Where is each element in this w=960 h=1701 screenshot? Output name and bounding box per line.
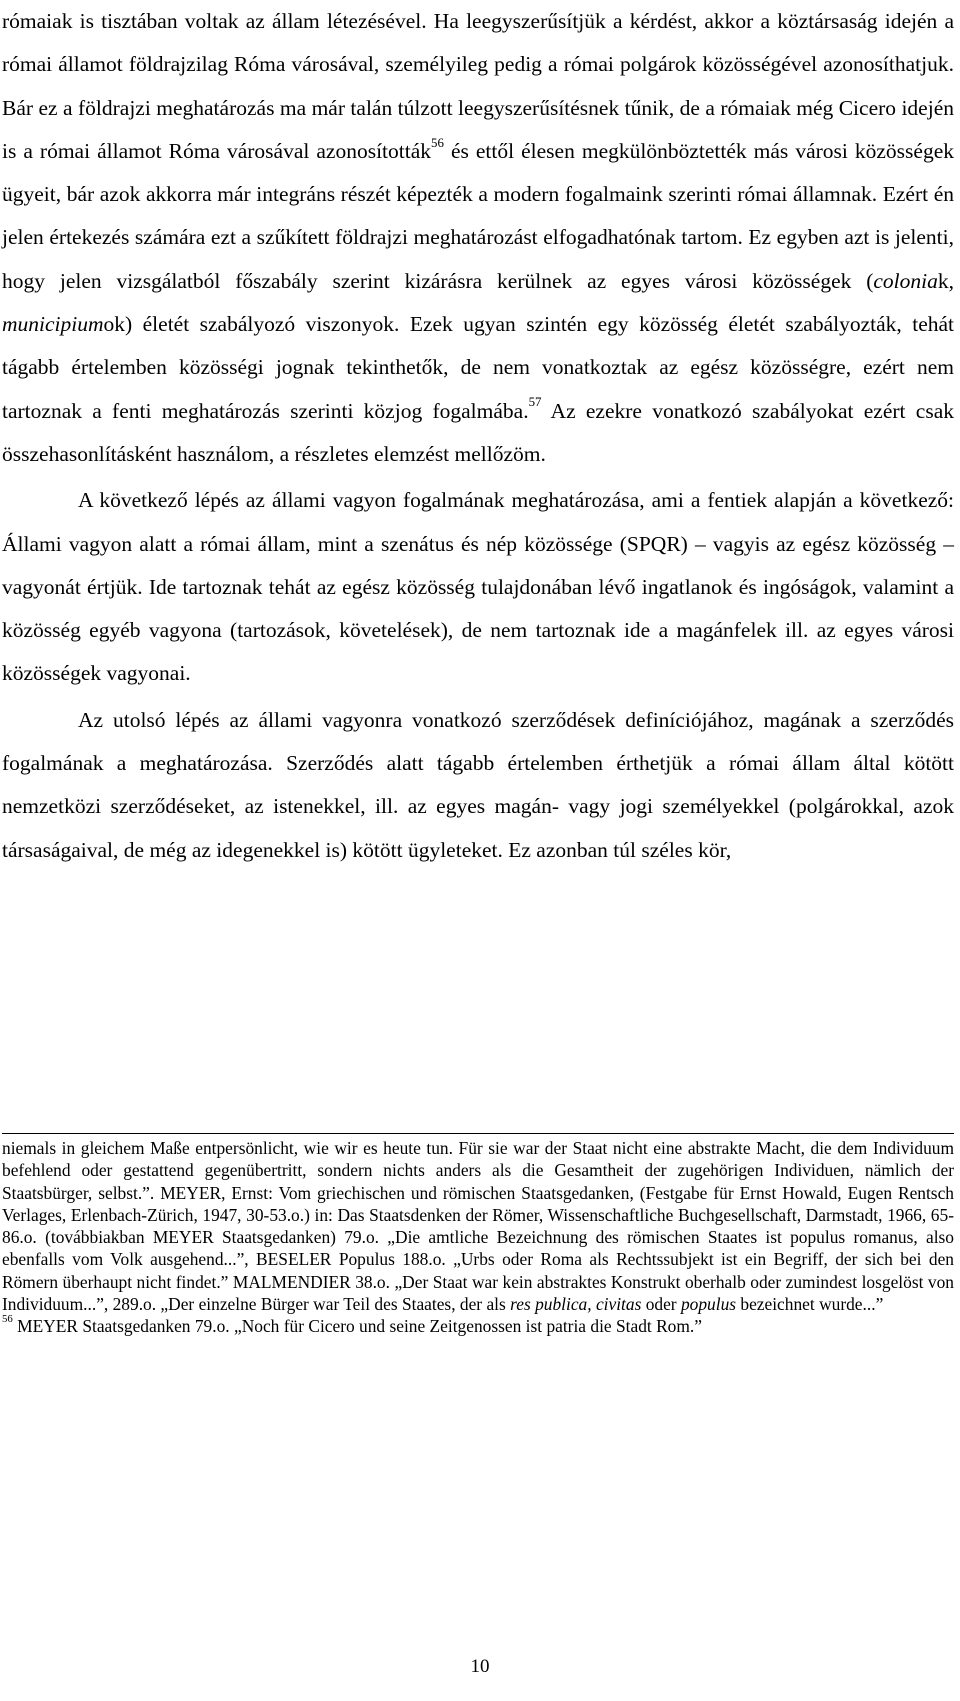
paragraph-1: rómaiak is tisztában voltak az állam létezésével. Ha leegyszerűsítjük a kérdést, akkor a köztársaság idején a római államot földrajzilag Róma városával, személyileg pedig a római polgárok közösségével azonosíthatjuk. Bár ez a földrajzi meghatározás ma már talán túlzott leegyszerűsítésnek tűnik, de a rómaiak még Cicero idején is a római államot Róma városával azonosították$^{56}$ és ettől élesen megkülönböztették más városi közösségek ügyeit, bár azok akkorra már integráns részét képezték a modern fogalmaink szerinti római államnak. Ezért én jelen értekezés számára ezt a szűkített földrajzi meghatározást elfogadhatónak tartom. Ez egyben azt is jelenti, hogy jelen vizsgálatból főszabály szerint kizárásra kerülnek az egyes városi közösségek (coloniak, municipiumok) életét szabályozó viszonyok. Ezek ugyan szintén egy közösség életét szabályozták, tehát tágabb értelemben közösségi jognak tekinthetők, de nem vonatkoztak az egész közösségre, ezért nem tartoznak a fenti meghatározás szerinti közjog fogalmába.$^{57}$ Az ezekre vonatkozó szabályokat ezért csak összehasonlításként használom, a részletes elemzést mellőzöm. (2, 9, 954, 466)
footnote-56-mark: 56 (2, 1312, 13, 1325)
footnote-ref-56[interactable]: 56 (431, 135, 444, 150)
footnote-separator (2, 1133, 954, 1134)
paragraph-2: A következő lépés az állami vagyon fogalmának meghatározása, ami a fentiek alapján a következő: Állami vagyon alatt a római állam, mint a szenátus és nép közössége (SPQR) – vagyis az egész közösség – vagyonát értjük. Ide tartoznak tehát az egész közösség tulajdonában lévő ingatlanok és ingóságok, valamint a közösség egyéb vagyona (tartozások, követelések), de nem tartoznak ide a magánfelek ill. az egyes városi közösségek vagyonai. (2, 488, 954, 686)
footnote-ref-57[interactable]: 57 (528, 395, 542, 410)
main-text (2, 0, 954, 872)
footnotes (2, 1137, 954, 1338)
page-number: 10 (470, 1656, 490, 1677)
footnote-55-continued: niemals in gleichem Maße entpersönlicht, wie wir es heute tun. Für sie war der Staat nicht eine abstrakte Macht, die dem Individuum befehlend oder gestattend gegenübertritt, sondern nichts anders als die Gesamtheit der zugehörigen Individuen, nämlich der Staatsbürger, selbst.”. MEYER, Ernst: Vom griechischen und römischen Staatsgedanken, (Festgabe für Ernst Howald, Eugen Rentsch Verlages, Erlenbach-Zürich, 1947, 30-53.o.) in: Das Staatsdenken der Römer, Wissenschaftliche Buchgesellschaft, Darmstadt, 1966, 65-86.o. (továbbiakban MEYER Staatsgedanken) 79.o. „Die amtliche Bezeichnung des römischen Staates ist populus romanus, also ebenfalls vom Volk ausgehend...”, BESELER Populus 188.o. „Urbs oder Roma als Rechtssubjekt ist ein Begriff, der sich bei den Römern überhaupt nicht findet.” MALMENDIER 38.o. „Der Staat war kein abstraktes Konstrukt oberhalb oder zumindest losgelöst von Individuum...”, 289.o. „Der einzelne Bürger war Teil des Staates, der als res publica, civitas oder populus bezeichnet wurde...” (2, 1138, 954, 1315)
paragraph-3: Az utolsó lépés az állami vagyonra vonatkozó szerződések definíciójához, magának a szerződés fogalmának a meghatározása. Szerződés alatt tágabb értelemben érthetjük a római állam által kötött nemzetközi szerződéseket, az istenekkel, ill. az egyes magán- vagy jogi személyekkel (polgárokkal, azok társaságaival, de még az idegenekkel is) kötött ügyleteket. Ez azonban túl széles kör, (2, 707, 954, 862)
footnote-56: $^{56}$ MEYER Staatsgedanken 79.o. „Noch für Cicero und seine Zeitgenossen ist patria die Stadt Rom.” (2, 1312, 702, 1337)
